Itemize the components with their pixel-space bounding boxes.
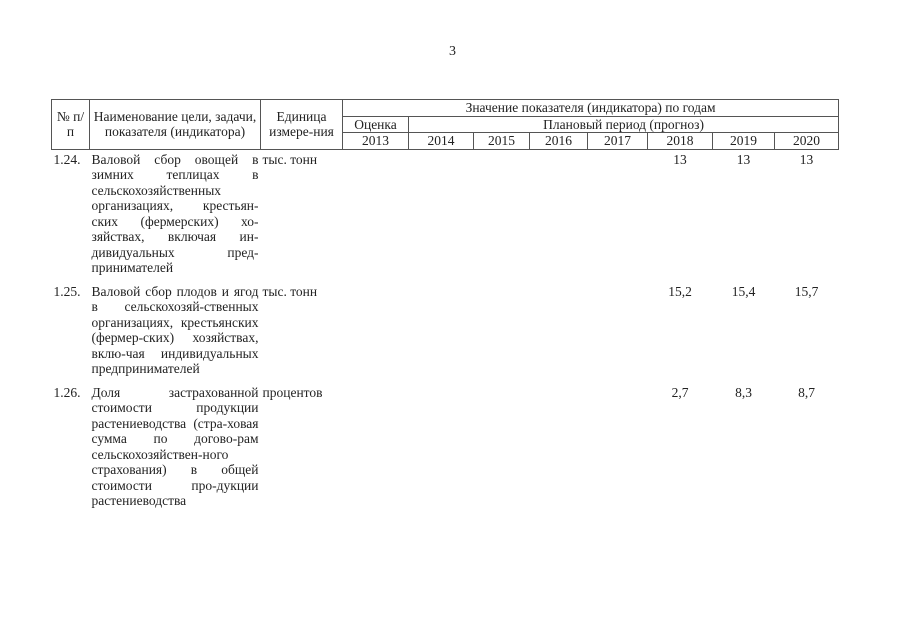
header-year: 2016: [530, 133, 588, 150]
row-number: 1.24.: [53, 151, 81, 167]
header-year: 2018: [648, 133, 713, 150]
value-cell: [343, 149, 409, 282]
value-cell: 15,7: [794, 283, 819, 299]
header-num: № п/п: [52, 100, 90, 150]
value-cell: [343, 383, 409, 515]
value-cell: [530, 383, 588, 515]
header-values-group: Значение показателя (индикатора) по годам: [343, 100, 839, 117]
value-cell: 15,2: [668, 283, 692, 299]
header-year: 2013: [343, 133, 409, 150]
header-year: 2017: [588, 133, 648, 150]
value-cell: [474, 282, 530, 383]
header-name: Наименование цели, задачи, показателя (индикатора): [90, 100, 261, 150]
value-cell: [474, 383, 530, 515]
header-year: 2015: [474, 133, 530, 150]
value-cell: [588, 383, 648, 515]
row-number: 1.25.: [53, 283, 81, 299]
header-unit: Единица измере-ния: [261, 100, 343, 150]
value-cell: 13: [736, 151, 751, 167]
header-year: 2014: [409, 133, 474, 150]
indicator-unit: тыс. тонн: [262, 151, 318, 167]
row-number: 1.26.: [53, 384, 81, 400]
value-cell: 8,3: [735, 384, 752, 400]
value-cell: 2,7: [671, 384, 689, 400]
header-estimate: Оценка: [343, 116, 409, 133]
header-year: 2020: [775, 133, 839, 150]
indicator-name: Валовой сбор овощей в зимних теплицах в сельскохозяйственных организациях, крестьян-ских (фермерских) хо-зяйствах, включая ин-дивидуальных пред-принимателей: [91, 151, 259, 275]
page-number: 3: [449, 44, 456, 59]
value-cell: [409, 282, 474, 383]
table-row: [52, 149, 839, 282]
indicator-name: Валовой сбор плодов и ягод в сельскохозяй-ственных организациях, крестьянских (фермер-ских) хозяйствах, вклю-чая индивидуальных предпринимателей: [91, 283, 259, 376]
value-cell: 13: [799, 151, 814, 167]
value-cell: 8,7: [798, 384, 815, 400]
table-row: [52, 383, 839, 515]
indicators-table: [51, 99, 839, 515]
value-cell: [409, 383, 474, 515]
value-cell: 13: [673, 151, 687, 167]
value-cell: [530, 149, 588, 282]
table-row: [52, 282, 839, 383]
value-cell: [409, 149, 474, 282]
value-cell: 15,4: [731, 283, 756, 299]
header-year: 2019: [713, 133, 775, 150]
value-cell: [343, 282, 409, 383]
value-cell: [588, 282, 648, 383]
header-plan-period: Плановый период (прогноз): [409, 116, 839, 133]
value-cell: [474, 149, 530, 282]
indicator-name: Доля застрахованной стоимости продукции растениеводства (стра-ховая сумма по догово-рам сельскохозяйствен-ного страхования) в общей стоимости про-дукции растениеводства: [91, 384, 259, 508]
indicator-unit: процентов: [262, 384, 323, 400]
value-cell: [530, 282, 588, 383]
indicator-unit: тыс. тонн: [262, 283, 318, 299]
value-cell: [588, 149, 648, 282]
